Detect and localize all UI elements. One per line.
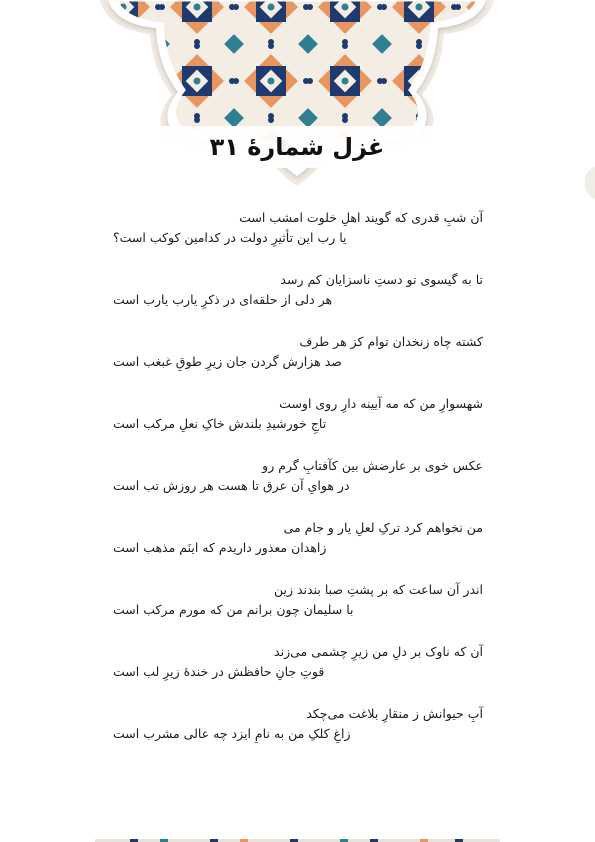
couplet (110, 704, 486, 766)
couplet-first-hemistich: اندر آن ساعت که بر پشتِ صبا بندند زین (273, 582, 483, 597)
couplet-first-hemistich: تا به گیسوی تو دستِ ناسزایان کم رسد (280, 272, 483, 287)
couplet-first-hemistich: آبِ حیوانش ز منقارِ بلاغت می‌چکد (306, 706, 483, 721)
couplet-first-hemistich: من نخواهم کرد ترکِ لعلِ یار و جام می (283, 520, 483, 535)
couplet (110, 270, 486, 332)
couplet-second-hemistich: تاجِ خورشیدِ بلندش خاکِ نعلِ مرکب است (113, 416, 327, 431)
side-ornament (581, 166, 595, 200)
couplet-first-hemistich: عکس خوی بر عارضش بین کآفتابِ گرم رو (262, 458, 483, 473)
couplet (110, 208, 486, 270)
couplet-first-hemistich: شهسوارِ من که مه آیینه دارِ روی اوست (279, 396, 483, 411)
couplet-second-hemistich: با سلیمان چون برانم من که مورم مرکب است (113, 602, 354, 617)
couplet-second-hemistich: در هوایِ آن عرق تا هست هر روزش تب است (113, 478, 350, 493)
couplet-first-hemistich: کشته چاه زنخدان توام کز هر طرف (299, 334, 483, 349)
couplet (110, 394, 486, 456)
couplet (110, 518, 486, 580)
couplet-second-hemistich: قوتِ جانِ حافظش در خندهٔ زیرِ لب است (113, 664, 325, 679)
title-band (112, 126, 482, 168)
couplet (110, 580, 486, 642)
couplet-second-hemistich: زاهدان معذور داریدم که اینَم مذهب است (113, 540, 327, 555)
couplet (110, 456, 486, 518)
couplet-second-hemistich: صد هزارش گردن جان زیرِ طوقِ غبغب است (113, 354, 342, 369)
page-title: غزل شمارهٔ ۳۱ (209, 133, 385, 161)
ghazal-body (110, 208, 486, 766)
couplet-second-hemistich: یا رب این تأثیرِ دولت در کدامین کوکب است؟ (113, 230, 347, 245)
couplet-second-hemistich: هر دلی از حلقه‌ای در ذکرِ یارب یارب است (113, 292, 333, 307)
couplet (110, 642, 486, 704)
footer-tile-ornament (0, 836, 595, 842)
couplet (110, 332, 486, 394)
couplet-first-hemistich: آن که ناوک بر دلِ من زیرِ چشمی می‌زند (274, 644, 483, 659)
couplet-second-hemistich: زاغِ کلکِ من به نامِ ایزد چه عالی مشرب است (113, 726, 351, 741)
couplet-first-hemistich: آن شبِ قدری که گویند اهلِ خلوت امشب است (239, 210, 483, 225)
